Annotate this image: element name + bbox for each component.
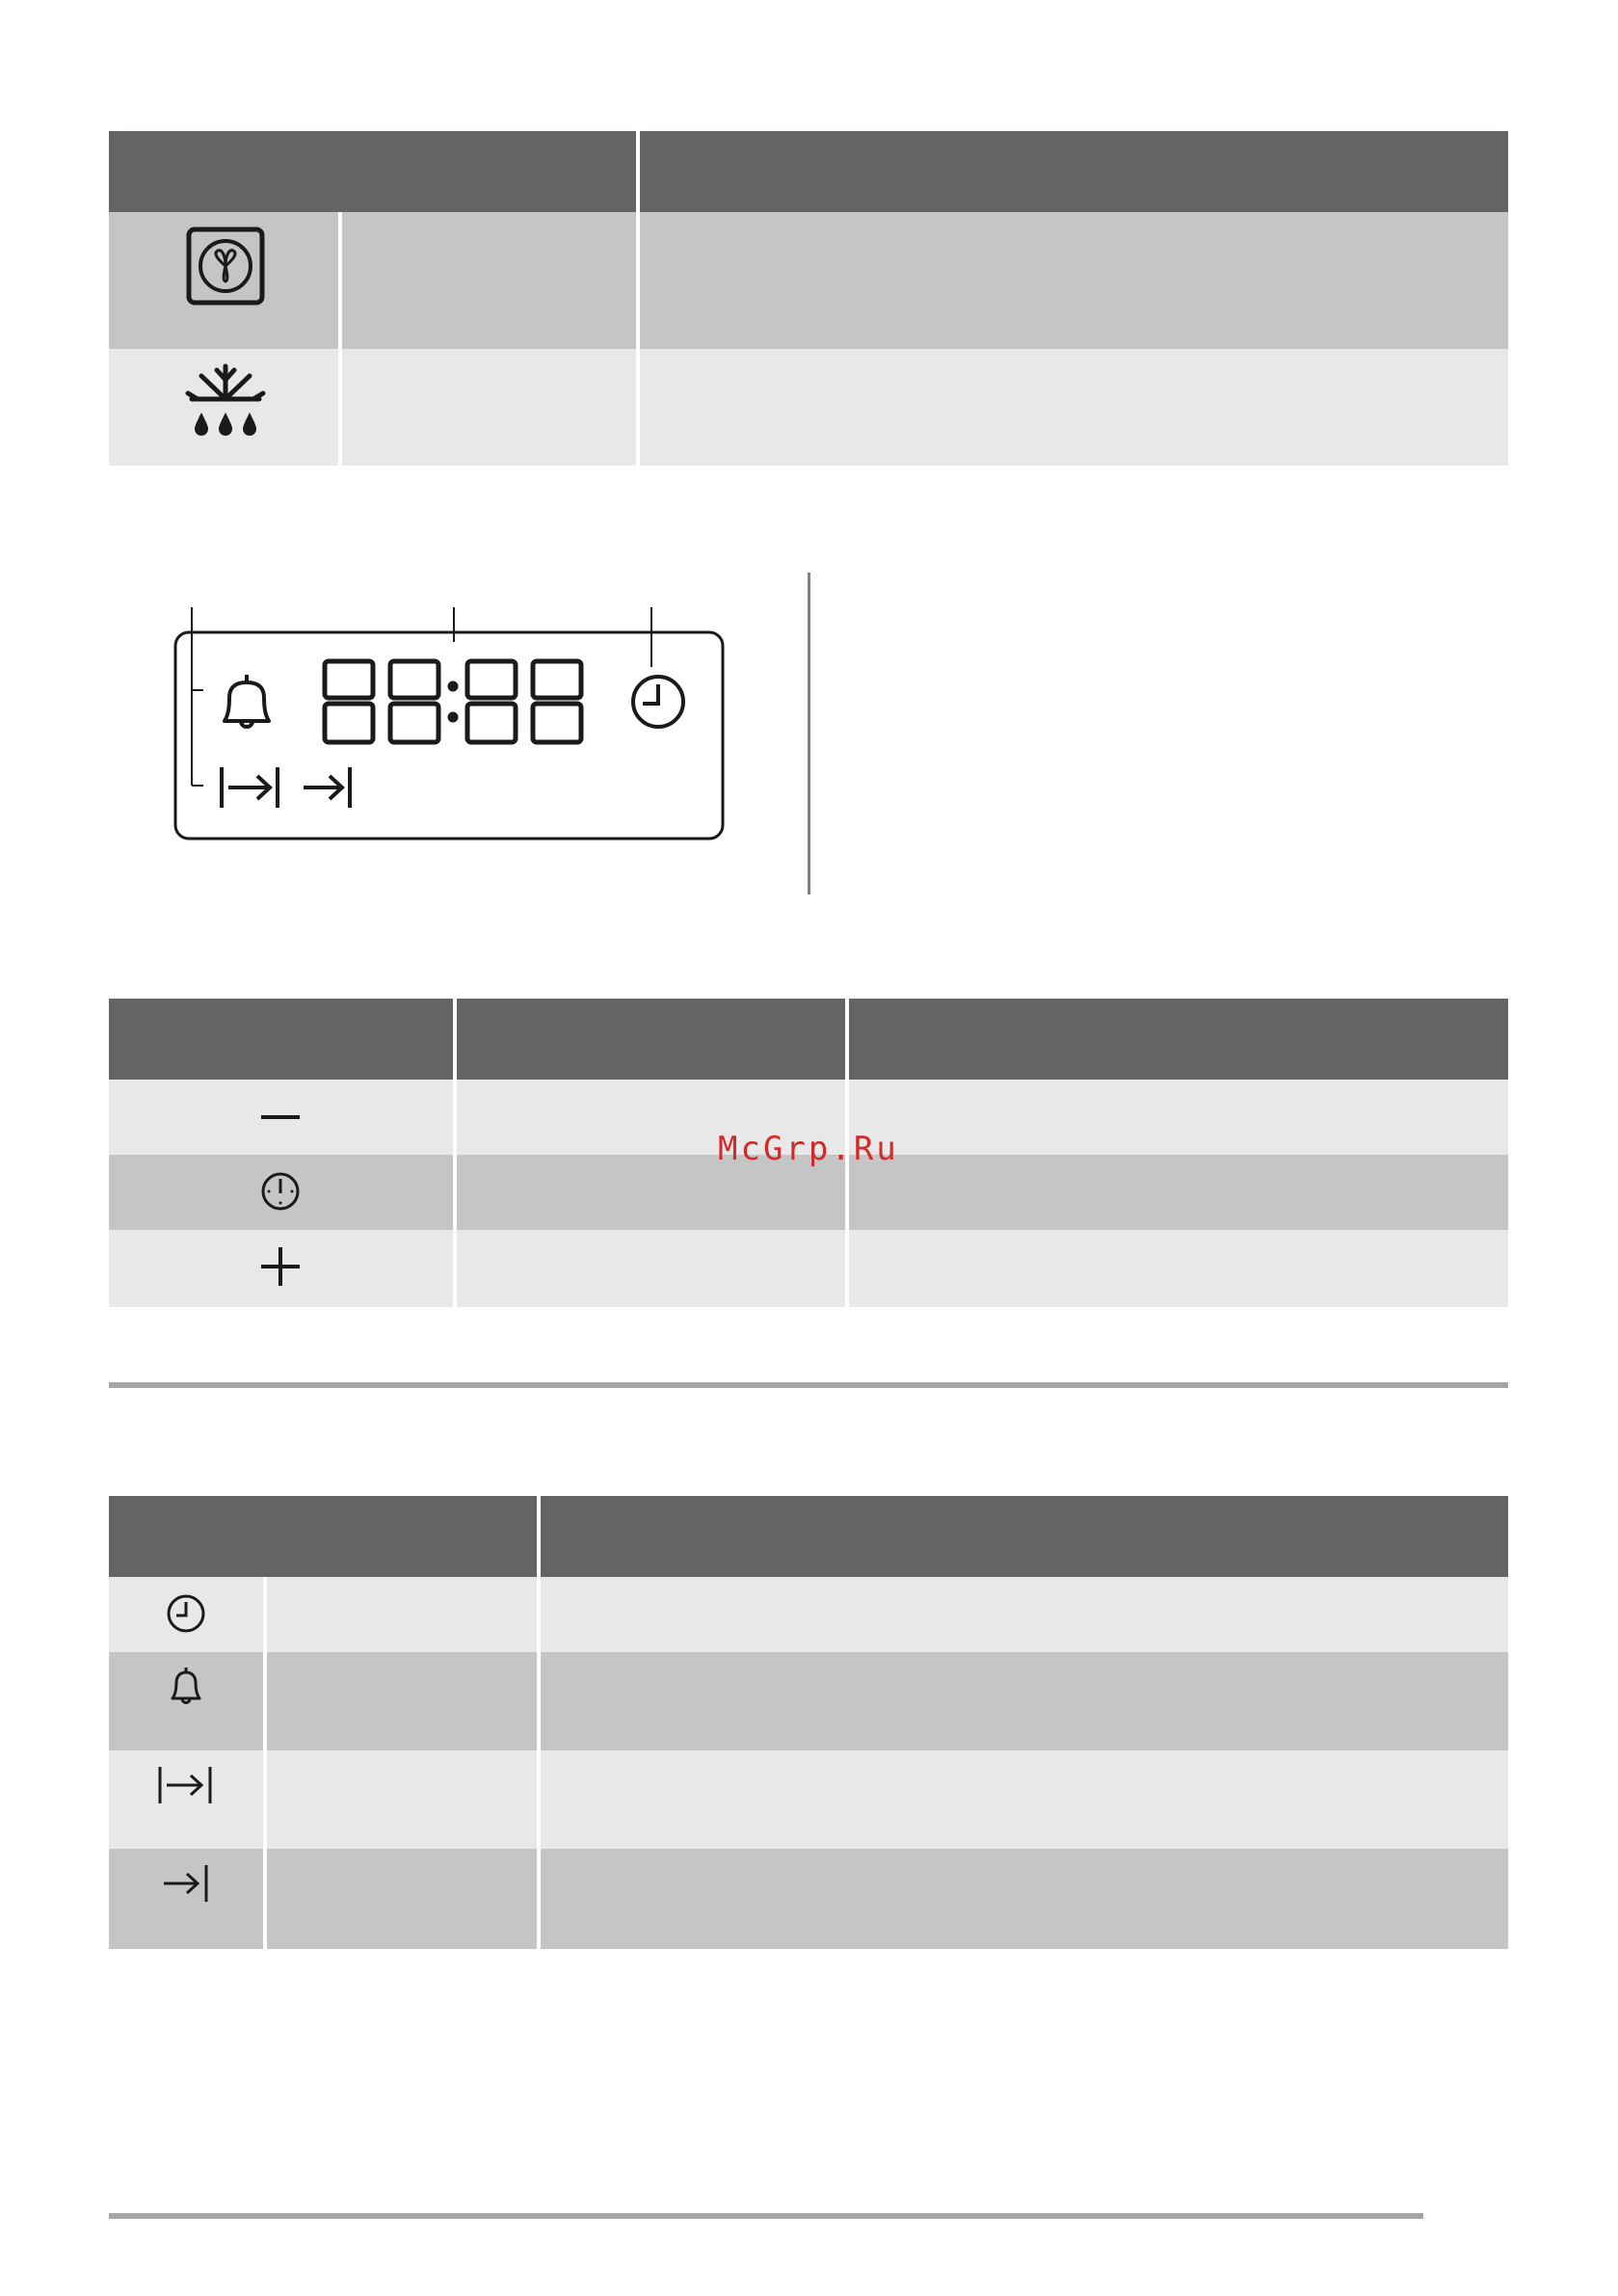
display-diagram — [169, 598, 729, 848]
plus-icon — [259, 1245, 302, 1288]
table-row — [109, 212, 1508, 349]
end-icon — [161, 1862, 211, 1905]
display-digits — [325, 661, 581, 742]
table-row — [109, 1652, 1508, 1750]
table-row — [109, 1849, 1508, 1949]
defrost-icon — [182, 359, 269, 447]
footer-rule — [109, 2213, 1423, 2219]
oven-functions-table — [109, 131, 1508, 466]
end-time-icon — [304, 767, 350, 808]
time-of-day-icon — [165, 1592, 207, 1635]
table-header — [109, 999, 1508, 1080]
vertical-divider — [808, 573, 810, 894]
duration-icon — [157, 1764, 215, 1806]
duration-icon — [222, 767, 278, 808]
minute-minder-icon — [165, 1666, 207, 1710]
clock-button-icon — [259, 1170, 302, 1213]
oven-fan-icon — [186, 227, 265, 306]
table-row — [109, 1577, 1508, 1652]
clock-icon — [633, 677, 683, 727]
table-row — [109, 349, 1508, 466]
clock-functions-table — [109, 1496, 1508, 1949]
table-row — [109, 1230, 1508, 1307]
watermark: McGrp.Ru — [718, 1130, 899, 1168]
section-rule — [109, 1382, 1508, 1388]
table-header — [109, 131, 1508, 212]
table-row — [109, 1750, 1508, 1849]
table-header — [109, 1496, 1508, 1577]
minus-icon — [259, 1103, 302, 1132]
bell-icon — [225, 675, 269, 727]
